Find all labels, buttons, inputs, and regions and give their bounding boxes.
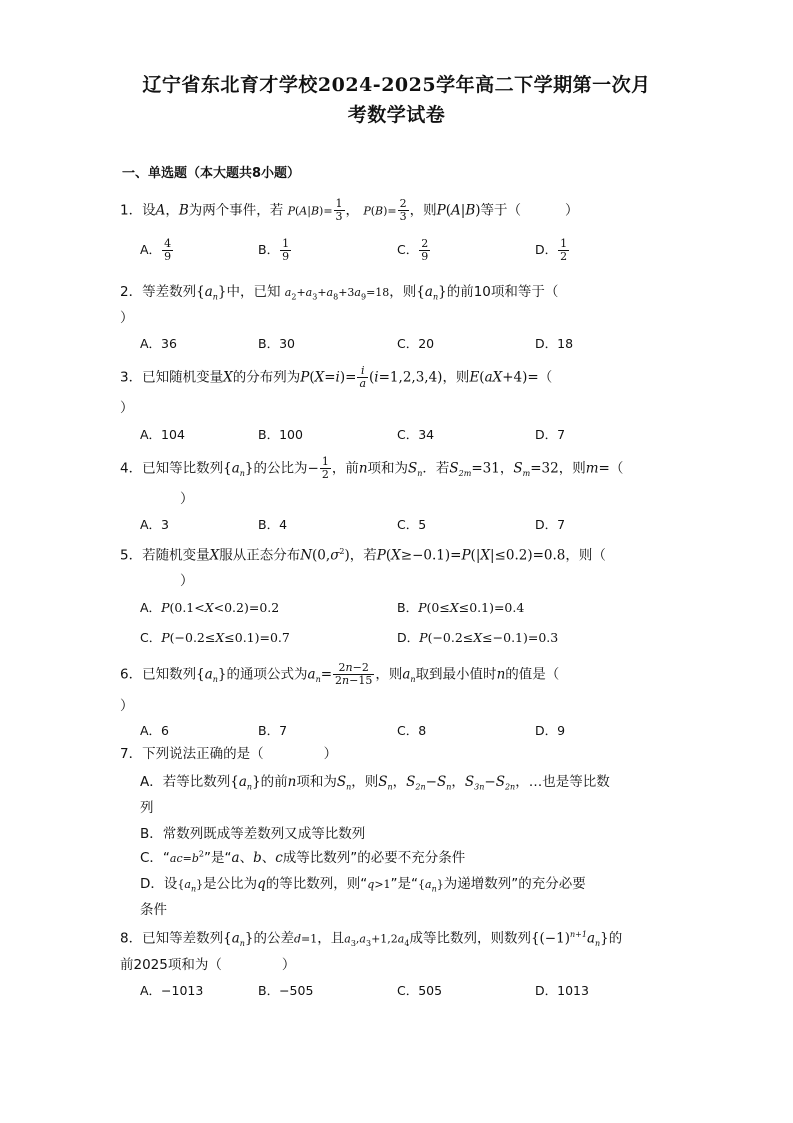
exam-title-line2: 考数学试卷 — [347, 104, 446, 126]
question-8-stem-continued: 前2025项和为（ ） — [120, 957, 296, 973]
question-8-option-d[interactable]: D．1013 — [535, 983, 589, 998]
question-8-option-a[interactable]: A．−1013 — [140, 983, 204, 998]
question-5-option-d[interactable]: D．P(−0.2≤X≤−0.1)=0.3 — [397, 630, 559, 645]
section-heading: 一、单选题（本大题共8小题） — [122, 166, 301, 181]
question-8-stem: 8．已知等差数列$\{a_n\}$的公差d=1，且$a_3,a_3+1,2a_4$成等比数列，则数列$\{(-1)^{n+1}a_n\}$的 — [120, 930, 623, 949]
question-7-option-c[interactable]: C．“$ac=b^2$”是“a、b、c成等比数列”的必要不充分条件 — [140, 849, 466, 866]
question-8-option-c[interactable]: C．505 — [397, 983, 443, 998]
question-6-stem-continued: ） — [120, 698, 134, 714]
question-1-option-a[interactable]: A． $\frac{4}{9}$ — [140, 237, 172, 263]
question-5-option-b[interactable]: B．P(0≤X≤0.1)=0.4 — [397, 600, 525, 615]
question-7-option-a[interactable]: A．若等比数列$\{a_n\}$的前n项和为$S_n$，则$S_n$，$S_{2n}-S_n$，$S_{3n}-S_{2n}$，…也是等比数 — [140, 774, 610, 792]
question-3-stem-continued: ） — [120, 400, 134, 416]
question-2-stem: 2．等差数列$\{a_n\}$中，已知 $a_2+a_3+a_8+3a_9=18$，则$\{a_n\}$的前10项和等于（ — [120, 284, 559, 302]
question-5-stem-continued: ） — [180, 573, 194, 589]
question-4-option-c[interactable]: C．5 — [397, 517, 427, 532]
question-4-option-a[interactable]: A．3 — [140, 517, 170, 532]
question-6-option-a[interactable]: A．6 — [140, 723, 170, 738]
question-2-option-a[interactable]: A．36 — [140, 336, 177, 351]
question-7-stem: 7．下列说法正确的是（ ） — [120, 746, 338, 762]
question-6-option-d[interactable]: D．9 — [535, 723, 566, 738]
question-7-option-a-continued: 列 — [140, 800, 154, 816]
question-3-option-c[interactable]: C．34 — [397, 427, 435, 442]
question-5-stem: 5．若随机变量X服从正态分布$N(0,\sigma^2)$，若P(X≥−0.1)=P(|X|≤0.2)=0.8，则（ — [120, 547, 606, 564]
question-3-stem: 3．已知随机变量X的分布列为P(X=i)= $\frac{i}{a}$ (i=1,2,3,4)，则E(aX+4)=（ — [120, 364, 553, 390]
question-4-stem-continued: ） — [180, 491, 194, 507]
question-2-option-c[interactable]: C．20 — [397, 336, 435, 351]
question-6-stem: 6．已知数列$\{a_n\}$的通项公式为$a_n=$ $\frac{2n-2}{2n-15}$ ，则$a_n$取到最小值时n的值是（ — [120, 661, 560, 687]
question-1-option-d[interactable]: D． $\frac{1}{2}$ — [535, 237, 568, 263]
question-5-option-a[interactable]: A．P(0.1<X<0.2)=0.2 — [140, 600, 280, 615]
question-6-option-c[interactable]: C．8 — [397, 723, 427, 738]
question-7-option-d-continued: 条件 — [140, 902, 167, 918]
question-2-option-b[interactable]: B．30 — [258, 336, 295, 351]
exam-title-line1: 辽宁省东北育才学校2024-2025学年高二下学期第一次月 — [142, 74, 651, 96]
question-3-option-d[interactable]: D．7 — [535, 427, 566, 442]
question-1-stem: 1．设A，B为两个事件，若 P(A|B)= $\frac{1}{3}$ ， P(B)= $\frac{2}{3}$ ，则P(A|B)等于（ ） — [120, 197, 579, 223]
question-7-option-b[interactable]: B．常数列既成等差数列又成等比数列 — [140, 826, 366, 842]
question-3-option-a[interactable]: A．104 — [140, 427, 185, 442]
question-7-option-d[interactable]: D．设$\{a_n\}$是公比为q的等比数列，则“q>1”是“$\{a_n\}$为递增数列”的充分必要 — [140, 876, 586, 894]
question-4-option-d[interactable]: D．7 — [535, 517, 566, 532]
question-5-option-c[interactable]: C．P(−0.2≤X≤0.1)=0.7 — [140, 630, 290, 645]
question-8-option-b[interactable]: B．−505 — [258, 983, 314, 998]
question-2-option-d[interactable]: D．18 — [535, 336, 574, 351]
question-3-option-b[interactable]: B．100 — [258, 427, 303, 442]
question-1-option-b[interactable]: B． $\frac{1}{9}$ — [258, 237, 290, 263]
question-4-stem: 4．已知等比数列$\{a_n\}$的公比为− $\frac{1}{2}$ ，前n项和为$S_n$．若$S_{2m}=31$，$S_m=32$，则m=（ — [120, 455, 624, 481]
question-1-option-c[interactable]: C． $\frac{2}{9}$ — [397, 237, 429, 263]
question-2-stem-continued: ） — [120, 310, 134, 326]
question-6-option-b[interactable]: B．7 — [258, 723, 288, 738]
question-4-option-b[interactable]: B．4 — [258, 517, 288, 532]
